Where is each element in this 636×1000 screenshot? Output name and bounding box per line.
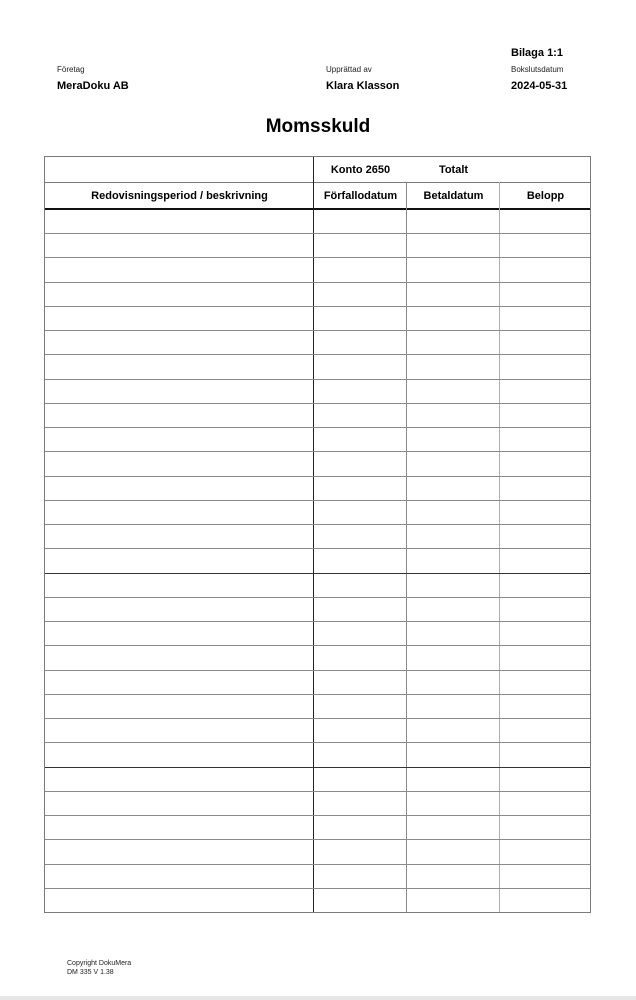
table-row-divider [45,548,590,549]
table-row-divider [45,524,590,525]
column-amount: Belopp [526,190,565,202]
table-row-divider [45,742,590,743]
table-row-divider [45,306,590,307]
header-bottom-rule [45,208,590,210]
copyright-text: Copyright DokuMera [67,960,132,967]
table-row-divider [45,427,590,428]
column-divider [499,182,500,912]
closing-date-value: 2024-05-31 [511,80,568,92]
table-row-divider [45,379,590,380]
table-row-divider [45,573,590,574]
table-row-divider [45,864,590,865]
table-row-divider [45,670,590,671]
table-row-divider [45,500,590,501]
page-title: Momsskuld [265,116,371,137]
table-row-divider [45,403,590,404]
footer [67,959,131,977]
vat-liability-table [44,156,591,913]
table-row-divider [45,791,590,792]
table-row-divider [45,888,590,889]
column-divider [406,182,407,912]
table-row-divider [45,645,590,646]
table-row-divider [45,839,590,840]
total-label: Totalt [438,164,469,176]
table-row-divider [45,718,590,719]
table-row-divider [45,451,590,452]
column-divider [313,157,314,912]
table-row-divider [45,767,590,768]
prepared-by-label: Upprättad av [326,65,372,74]
prepared-by-value: Klara Klasson [326,80,400,92]
page-bottom-edge [0,996,636,1000]
table-row-divider [45,330,590,331]
header-divider [45,182,590,183]
table-row-divider [45,233,590,234]
closing-date-label: Bokslutsdatum [511,65,564,74]
table-row-divider [45,476,590,477]
attachment-label: Bilaga 1:1 [511,47,563,59]
column-description: Redovisningsperiod / beskrivning [91,190,268,202]
table-row-divider [45,621,590,622]
table-row-divider [45,257,590,258]
table-row-divider [45,597,590,598]
table-row-divider [45,354,590,355]
table-row-divider [45,694,590,695]
table-row-divider [45,282,590,283]
company-value: MeraDoku AB [57,80,129,92]
version-text: DM 335 V 1.38 [67,969,114,976]
column-due-date: Förfallodatum [323,190,398,202]
account-label: Konto 2650 [330,164,391,176]
company-label: Företag [57,65,85,74]
table-row-divider [45,815,590,816]
column-paid-date: Betaldatum [423,190,484,202]
